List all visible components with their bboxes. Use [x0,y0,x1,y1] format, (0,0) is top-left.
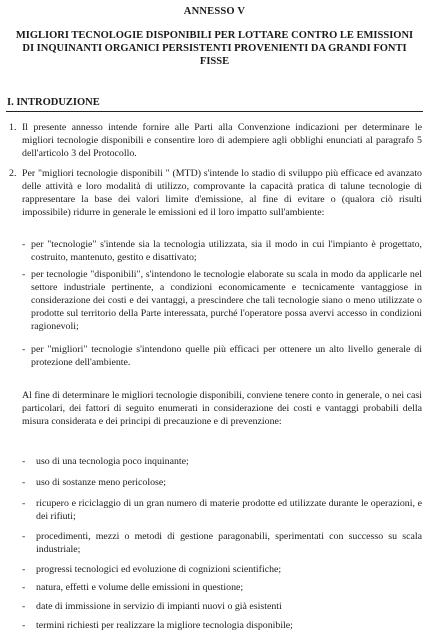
list-bullet: - [22,582,26,593]
factor-item: procedimenti, mezzi o metodi di gestione paragonabili, sperimentati con successo su scala industriale; [36,531,422,555]
list-bullet: - [22,239,26,250]
definition-item: per "tecnologie" s'intende sia la tecnologia utilizzata, sia il modo in cui l'impianto è progettato, costruito, mantenuto, gestito e disattivato; [31,239,422,263]
list-bullet: - [22,477,26,488]
factor-item: ricupero e riciclaggio di un gran numero di materie prodotte ed utilizzate durante le operazioni, e dei rifiuti; [36,498,422,522]
section-underline [6,111,423,112]
factor-item: progressi tecnologici ed evoluzione di cognizioni scientifiche; [36,564,282,575]
factor-item: uso di una tecnologia poco inquinante; [36,456,189,467]
list-bullet: - [22,269,26,280]
list-bullet: - [22,456,26,467]
list-bullet: - [22,531,26,542]
list-bullet: - [22,344,26,355]
list-bullet: - [22,498,26,509]
list-bullet: - [22,601,26,612]
paragraph-number: 1. [9,122,17,133]
list-bullet: - [22,564,26,575]
document-title [8,29,421,68]
definition-item: per tecnologie "disponibili", s'intendono le tecnologie elaborate su scala in modo da applicarle nel settore industriale pertinente, a condizioni economicamente e tecnicamente vantaggiose in considerazione dei costi e dei vantaggi, a prescindere che tali tecnologie siano o meno utilizzate o prodotte sul territorio della Parte interessata, purché l'operatore possa avervi accesso in condizioni ragionevoli; [31,269,422,332]
paragraph-3: Al fine di determinare le migliori tecnologie disponibili, conviene tenere conto in generale, o nei casi particolari, dei fattori di seguito enumerati in considerazione dei costi e vantaggi probabili della misura considerata e dei principi di precauzione e di prevenzione: [22,390,422,427]
definition-item: per "migliori" tecnologie s'intendono quelle più efficaci per ottenere un alto livello generale di protezione dell'ambiente. [31,344,422,368]
title-line: FISSE [199,56,230,67]
factor-item: uso di sostanze meno pericolose; [36,477,166,488]
paragraph-1: Il presente annesso intende fornire alle Parti alla Convenzione indicazioni per determinare le migliori tecnologie disponibili e consentire loro di adempiere agli obblighi enunciati al paragrafo 5 dell'articolo 3 del Protocollo. [22,122,422,159]
title-line: DI INQUINANTI ORGANICI PERSISTENTI PROVENIENTI DA GRANDI FONTI [22,43,407,54]
paragraph-number: 2. [9,168,17,179]
factor-item: termini richiesti per realizzare la migliore tecnologia disponibile; [36,620,293,631]
section-heading: I. INTRODUZIONE [7,97,100,108]
factor-item: date di immissione in servizio di impianti nuovi o già esistenti [36,601,282,612]
title-line: MIGLIORI TECNOLOGIE DISPONIBILI PER LOTTARE CONTRO LE EMISSIONI [15,30,414,41]
paragraph-2: Per "migliori tecnologie disponibili " (MTD) s'intende lo stadio di sviluppo più efficace ed avanzato delle attività e loro modalità di utilizzo, comprovante la capacità pratica di talune tecnologie di rappresentare la base dei valori limite d'emissione, al fine di evitare o (qualora ciò risulti impossibile) ridurre in generale le emissioni ed il loro impatto sull'ambiente: [22,168,422,218]
factor-item: natura, effetti e volume delle emissioni in questione; [36,582,244,593]
list-bullet: - [22,620,26,631]
annex-label: ANNESSO V [183,6,246,17]
